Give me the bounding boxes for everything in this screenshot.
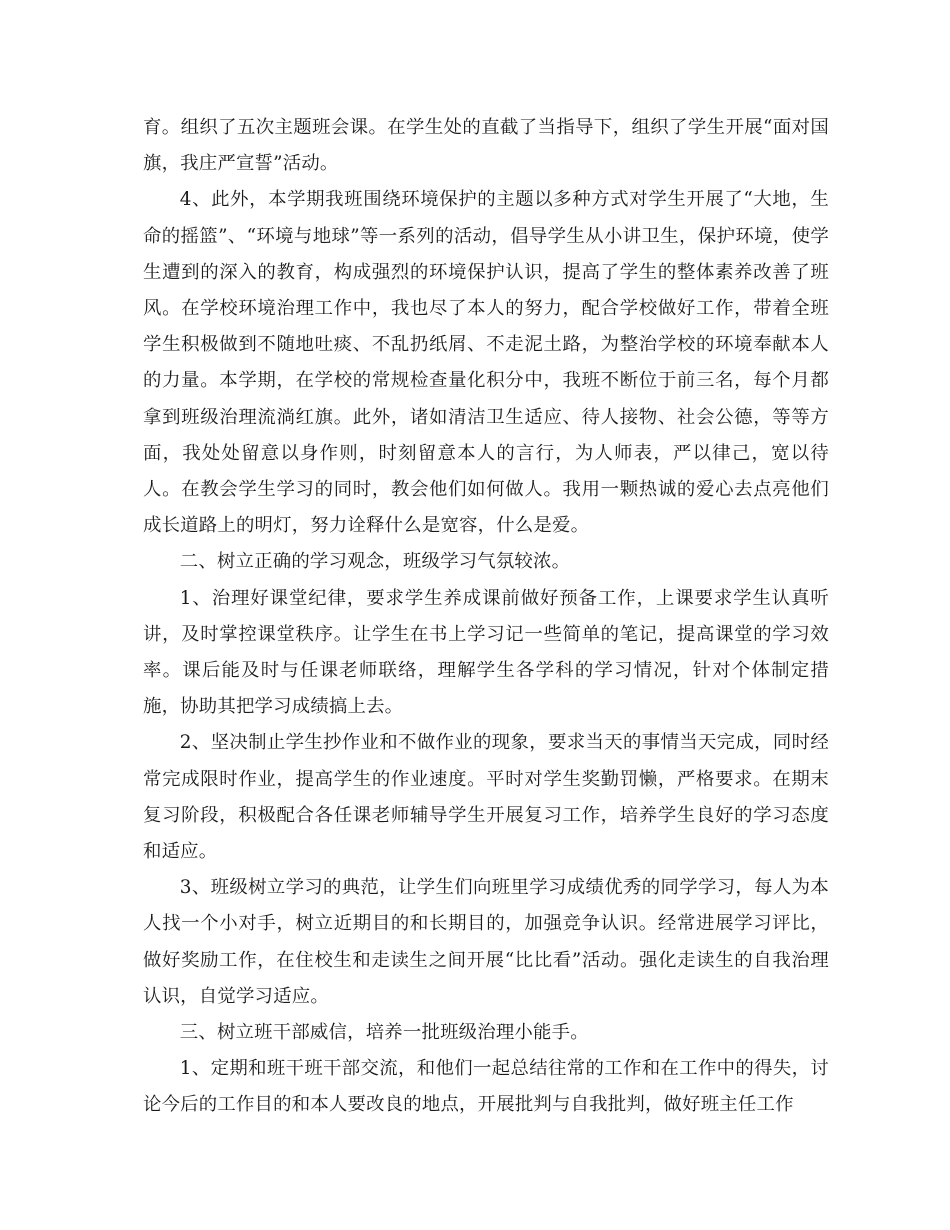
paragraph-cadre-exchange: 1、定期和班干班干部交流，和他们一起总结往常的工作和在工作中的得失，讨论今后的工作目的和本人要改良的地点，开展批判与自我批判，做好班主任工作 [143,1058,829,1116]
paragraph-homework: 2、坚决制止学生抄作业和不做作业的现象，要求当天的事情当天完成，同时经常完成限时作业，提高学生的作业速度。平时对学生奖勤罚懒，严格要求。在期末复习阶段，积极配合各任课老师辅导学生开展复习工作，培养学生良好的学习态度和适应。 [143,732,829,863]
section-heading-cadres: 三、树立班干部威信，培养一批班级治理小能手。 [179,1022,589,1044]
section-heading-study: 二、树立正确的学习观念，班级学习气氛较浓。 [179,551,571,573]
paragraph-role-model: 3、班级树立学习的典范，让学生们向班里学习成绩优秀的同学学习，每人为本人找一个小对手，树立近期目的和长期目的，加强竞争认识。经常进展学习评比，做好奖励工作，在住校生和走读生之间开展“比比看”活动。强化走读生的自我治理认识，自觉学习适应。 [143,877,829,1007]
paragraph-environment: 4、此外，本学期我班围绕环境保护的主题以多种方式对学生开展了“大地，生命的摇篮”、“环境与地球”等一系列的活动，倡导学生从小讲卫生，保护环境，使学生遭到的深入的教育，构成强烈的环境保护认识，提高了学生的整体素养改善了班风。在学校环境治理工作中，我也尽了本人的努力，配合学校做好工作，带着全班学生积极做到不随地吐痰、不乱扔纸屑、不走泥土路，为整治学校的环境奉献本人的力量。本学期，在学校的常规检查量化积分中，我班不断位于前三名，每个月都拿到班级治理流淌红旗。此外，诸如清洁卫生适应、待人接物、社会公德，等等方面，我处处留意以身作则，时刻留意本人的言行，为人师表，严以律己，宽以待人。在教会学生学习的同时，教会他们如何做人。我用一颗热诚的爱心去点亮他们成长道路上的明灯，努力诠释什么是宽容，什么是爱。 [143,189,829,537]
document-page [143,110,829,1124]
paragraph-classroom: 1、治理好课堂纪律，要求学生养成课前做好预备工作，上课要求学生认真听讲，及时掌控课堂秩序。让学生在书上学习记一些简单的笔记，提高课堂的学习效率。课后能及时与任课老师联络，理解学生各学科的学习情况，针对个体制定措施，协助其把学习成绩搞上去。 [143,587,829,718]
paragraph-continuation: 育。组织了五次主题班会课。在学生处的直截了当指导下，组织了学生开展“面对国旗，我庄严宣誓”活动。 [143,117,829,175]
